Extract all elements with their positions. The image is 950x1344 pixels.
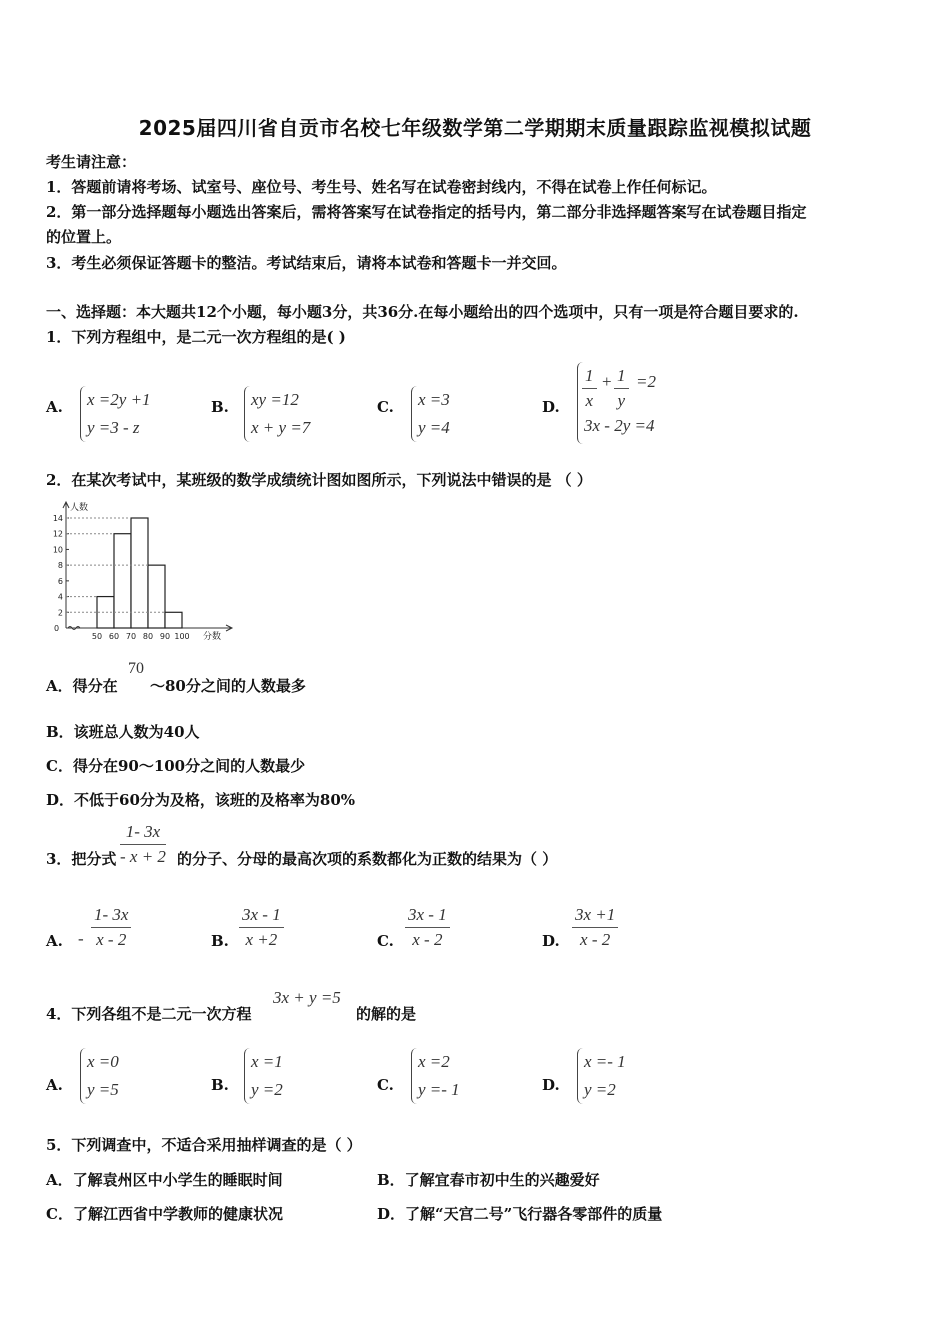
q1-stem: 1．下列方程组中，是二元一次方程组的是( ) — [46, 328, 346, 346]
q3-option-a-sign: - — [78, 929, 84, 948]
bar-60-70 — [114, 534, 131, 628]
q4-d-eq1: x =- 1 — [584, 1052, 626, 1071]
x-tick-label: 70 — [125, 632, 137, 641]
q4-option-b-system — [244, 1048, 283, 1104]
y-tick-label: 12 — [52, 529, 63, 539]
q1-option-c-system — [411, 386, 450, 442]
section-heading: 一、选择题：本大题共12个小题，每小题3分，共36分.在每小题给出的四个选项中，只有一项是符合题目要求的. — [46, 303, 799, 321]
y-tick-label: 2 — [57, 608, 63, 618]
page-title: 2025届四川省自贡市名校七年级数学第二学期期末质量跟踪监视模拟试题 — [138, 116, 812, 140]
x-axis-title: 分数 — [203, 632, 222, 642]
q5-stem: 5．下列调查中，不适合采用抽样调查的是（ ） — [46, 1136, 362, 1154]
q4-option-b-label: B. — [211, 1076, 229, 1094]
x-tick-label: 80 — [142, 632, 154, 641]
q4-option-c-label: C. — [377, 1076, 394, 1094]
origin-label: 0 — [54, 624, 60, 633]
q1-c-eq1: x =3 — [418, 390, 450, 409]
q1-option-d-label: D. — [542, 398, 560, 416]
q5-option-d: D．了解“天宫二号”飞行器各零部件的质量 — [377, 1205, 663, 1223]
q4-a-eq2: y =5 — [87, 1080, 119, 1099]
q3-option-d-fraction: $\frac{3x +1}{x - 2}$ — [572, 905, 618, 950]
q1-option-a-system — [80, 386, 151, 442]
notice-item-2: 2．第一部分选择题每小题选出答案后，需将答案写在试卷指定的括号内，第二部分非选择题答案写在试卷题目指定 — [46, 203, 807, 221]
q2-option-a-pre: A．得分在 — [46, 677, 118, 695]
x-tick-label: 60 — [108, 632, 120, 641]
q1-option-c-label: C. — [377, 398, 394, 416]
q3-option-c-label: C. — [377, 932, 394, 950]
q3-option-a-fraction: $\frac{1- 3x}{x - 2}$ — [91, 905, 131, 950]
q3-option-b-fraction: $\frac{3x - 1}{x +2}$ — [239, 905, 284, 950]
q4-stem-pre: 4．下列各组不是二元一次方程 — [46, 1005, 252, 1023]
q4-option-a-label: A. — [46, 1076, 63, 1094]
score-histogram — [46, 500, 236, 645]
bar-80-90 — [148, 565, 165, 628]
y-tick-label: 10 — [52, 545, 63, 555]
q4-c-eq1: x =2 — [418, 1052, 450, 1071]
q3-option-a-label: A. — [46, 932, 63, 950]
q3-stem-post: 的分子、分母的最高次项的系数都化为正数的结果为（ ） — [177, 850, 558, 868]
q3-option-c-fraction: $\frac{3x - 1}{x - 2}$ — [405, 905, 450, 950]
q1-option-d-system — [577, 362, 688, 444]
q4-option-c-system — [411, 1048, 460, 1104]
x-tick-label: 100 — [174, 632, 190, 641]
q3-option-d-label: D. — [542, 932, 560, 950]
notice-item-1: 1．答题前请将考场、试室号、座位号、考生号、姓名写在试卷密封线内，不得在试卷上作任何标记。 — [46, 178, 717, 196]
q4-stem-equation: 3x + y =5 — [273, 988, 341, 1007]
y-tick-label: 4 — [57, 592, 63, 602]
q2-option-d: D．不低于60分为及格，该班的及格率为80% — [46, 791, 356, 809]
q1-d-plus: + — [602, 372, 612, 391]
q2-stem: 2．在某次考试中，某班级的数学成绩统计图如图所示，下列说法中错误的是 （ ） — [46, 471, 592, 489]
q2-option-b: B．该班总人数为40人 — [46, 723, 200, 741]
q1-d-eq2: 3x - 2y =4 — [584, 416, 655, 435]
q4-option-a-system — [80, 1048, 119, 1104]
histogram-plot — [53, 501, 232, 642]
q1-b-eq1: xy =12 — [251, 390, 299, 409]
notice-heading: 考生请注意： — [46, 153, 137, 171]
q1-c-eq2: y =4 — [418, 418, 450, 437]
q1-a-eq1: x =2y +1 — [87, 390, 151, 409]
q1-a-eq2: y =3 - z — [87, 418, 140, 437]
notice-item-2-cont: 的位置上。 — [46, 228, 122, 246]
x-tick-label: 50 — [91, 632, 103, 641]
q5-option-b: B．了解宜春市初中生的兴趣爱好 — [377, 1171, 600, 1189]
q1-d-eq1-rhs: =2 — [636, 372, 656, 391]
q5-option-a: A．了解袁州区中小学生的睡眠时间 — [46, 1171, 283, 1189]
q4-option-d-system — [577, 1048, 626, 1104]
y-tick-label: 8 — [57, 561, 63, 571]
q2-option-a-number: 70 — [128, 660, 144, 677]
q2-option-c: C．得分在90～100分之间的人数最少 — [46, 757, 306, 775]
q4-b-eq1: x =1 — [251, 1052, 283, 1071]
q4-a-eq1: x =0 — [87, 1052, 119, 1071]
q4-c-eq2: y =- 1 — [418, 1080, 460, 1099]
bar-70-80 — [131, 518, 148, 628]
q4-d-eq2: y =2 — [584, 1080, 616, 1099]
q1-b-eq2: x + y =7 — [251, 418, 311, 437]
bar-90-100 — [165, 612, 182, 628]
q4-stem-post: 的解的是 — [356, 1005, 417, 1023]
q1-option-b-label: B. — [211, 398, 229, 416]
q4-b-eq2: y =2 — [251, 1080, 283, 1099]
y-axis-title: 人数 — [70, 503, 89, 513]
q2-option-a-post: ～80分之间的人数最多 — [150, 677, 306, 695]
q3-stem-pre: 3．把分式 — [46, 850, 117, 868]
q3-option-b-label: B. — [211, 932, 229, 950]
q5-option-c: C．了解江西省中学教师的健康状况 — [46, 1205, 283, 1223]
notice-item-3: 3．考生必须保证答题卡的整洁。考试结束后，请将本试卷和答题卡一并交回。 — [46, 254, 567, 272]
y-tick-label: 14 — [52, 514, 63, 523]
q1-option-b-system — [244, 386, 310, 442]
x-tick-label: 90 — [159, 632, 171, 641]
q1-option-a-label: A. — [46, 398, 63, 416]
q4-option-d-label: D. — [542, 1076, 560, 1094]
y-tick-label: 6 — [57, 576, 63, 586]
q1-d-frac1: $\frac{1}{x}$ — [582, 366, 597, 411]
q1-d-frac2: $\frac{1}{y}$ — [614, 366, 629, 411]
q3-stem-fraction: $\frac{1- 3x}{- x + 2}$ — [120, 822, 166, 866]
